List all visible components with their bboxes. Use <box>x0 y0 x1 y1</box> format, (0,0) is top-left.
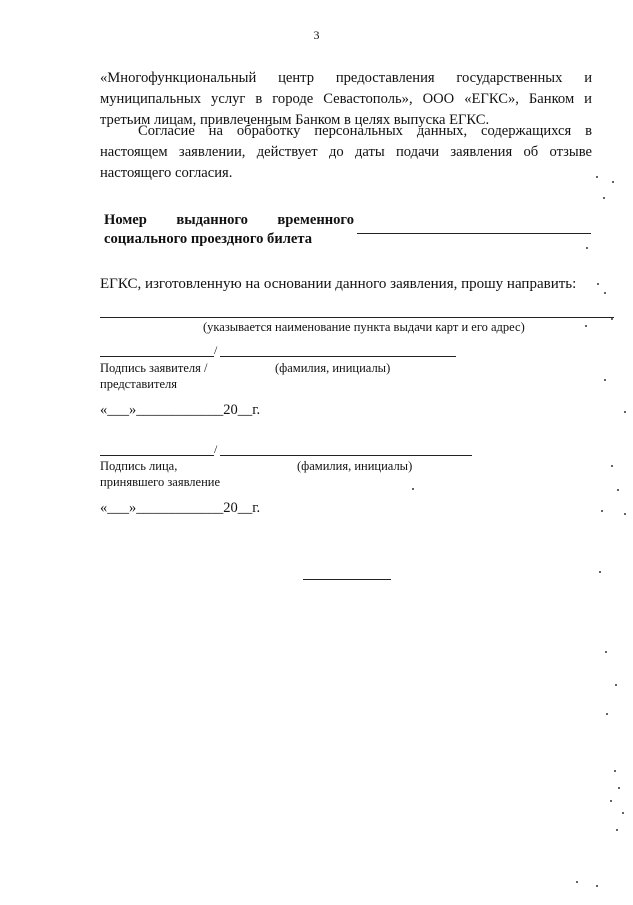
applicant-name-hint: (фамилия, инициалы) <box>275 361 391 375</box>
consent-validity-paragraph <box>100 121 592 184</box>
receiver-date-field[interactable]: «___»____________20__г. <box>100 500 261 516</box>
receiver-label-line-1: Подпись лица, <box>100 459 178 473</box>
receiver-label-line-2: принявшего заявление <box>100 475 221 489</box>
ticket-label-word-2: выданного <box>176 212 248 228</box>
delivery-point-field[interactable] <box>100 317 614 318</box>
ticket-label-word-3: временного <box>277 212 354 228</box>
ticket-number-field[interactable] <box>357 233 591 234</box>
consent-validity-text: Согласие на обработку персональных данных, содержащихся в настоящем заявлении, действует до даты подачи заявления об отзыве настоящего согласия. <box>100 123 592 181</box>
card-delivery-instruction: ЕГКС, изготовленную на основании данного заявления, прошу направить: <box>100 276 577 292</box>
receiver-signature-field[interactable] <box>100 455 214 456</box>
receiver-name-hint: (фамилия, инициалы) <box>297 459 413 473</box>
end-of-document-rule <box>303 579 391 580</box>
receiver-slash: / <box>214 442 218 456</box>
applicant-date-field[interactable]: «___»____________20__г. <box>100 402 261 418</box>
applicant-signature-field[interactable] <box>100 356 214 357</box>
applicant-signature-label <box>100 360 207 392</box>
applicant-label-line-1: Подпись заявителя / <box>100 361 208 375</box>
ticket-number-label <box>104 211 354 249</box>
applicant-name-field[interactable] <box>220 356 456 357</box>
ticket-label-word-1: Номер <box>104 212 147 228</box>
receiver-signature-label <box>100 458 220 490</box>
delivery-point-hint: (указывается наименование пункта выдачи карт и его адрес) <box>203 320 525 334</box>
receiver-name-field[interactable] <box>220 455 472 456</box>
applicant-slash: / <box>214 343 218 357</box>
ticket-label-line-2: социального проездного билета <box>104 231 313 247</box>
applicant-label-line-2: представителя <box>100 377 177 391</box>
consent-paragraph-continuation: «Многофункциональный центр предоставления государственных и муниципальных услуг в городе Севастополь», ООО «ЕГКС», Банком и третьим лицам, привлеченным Банком в целях выпуска ЕГКС. <box>100 70 592 128</box>
page-number: 3 <box>313 28 320 42</box>
